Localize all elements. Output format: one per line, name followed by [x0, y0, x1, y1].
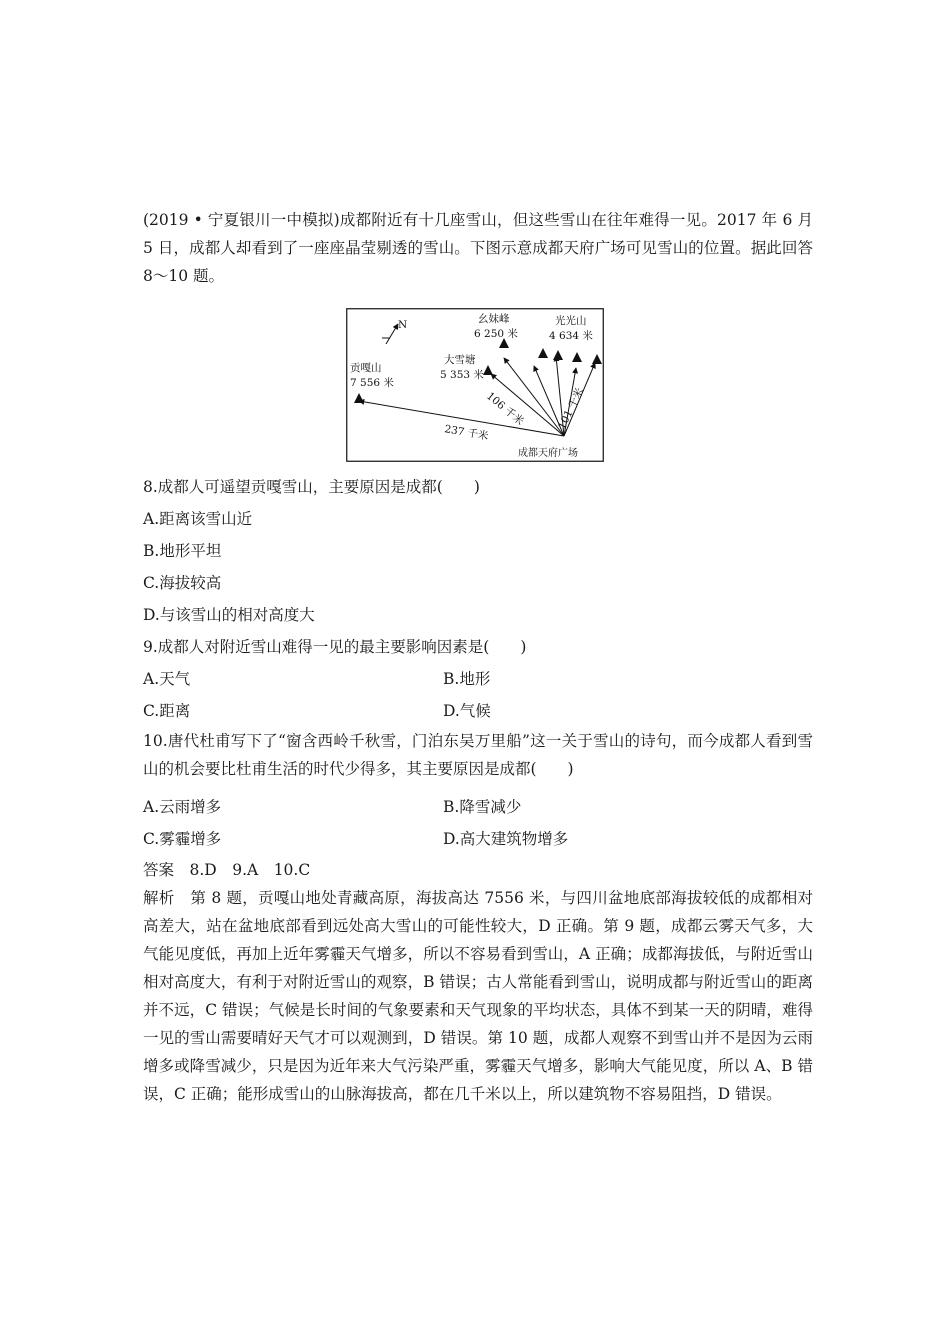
q9-option-b: B.地形: [443, 670, 491, 688]
q8-option-c: C.海拔较高: [143, 574, 222, 592]
daxuetang-altitude: 5 353 米: [440, 369, 484, 381]
gongga-name: 贡嘎山: [350, 362, 382, 374]
tianfu-square-label: 成都天府广场: [518, 448, 578, 459]
q9-stem: 9.成都人对附近雪山难得一见的最主要影响因素是( ): [143, 638, 527, 656]
daxuetang-name: 大雪塘: [444, 354, 476, 366]
answer-line: 答案 8.D 9.A 10.C: [143, 861, 311, 879]
q8-option-b: B.地形平坦: [143, 542, 222, 560]
snow-mountain-map: [346, 308, 604, 462]
analysis-text: 解析 第 8 题，贡嘎山地处青藏高原，海拔高达 7556 米，与四川盆地底部海拔较低的成都相对高差大，站在盆地底部看到远处高大雪山的可能性较大，D 正确。第 9 题，成都云雾天气多，大气能见度低，再加上近年雾霾天气增多，所以不容易看到雪山，A 正确；成都海拔低，与附近雪山相对高度大，有利于对附近雪山的观察，B 错误；古人常能看到雪山，说明成都与附近雪山的距离并不远，C 错误；气候是长时间的气象要素和天气现象的平均状态，具体不到某一天的阴晴，难得一见的雪山需要晴好天气才可以观测到，D 错误。第 10 题，成都人观察不到雪山并不是因为云雨增多或降雪减少，只是因为近年来大气污染严重，雾霾天气增多，影响大气能见度，所以 A、B 错误，C 正确；能形成雪山的山脉海拔高，都在几千米以上，所以建筑物不容易阻挡，D 错误。: [143, 889, 813, 1103]
north-label: N: [398, 319, 408, 331]
q8-stem: 8.成都人可遥望贡嘎雪山，主要原因是成都( ): [143, 478, 480, 496]
q10-option-d: D.高大建筑物增多: [443, 830, 569, 848]
gongga-altitude: 7 556 米: [350, 377, 394, 389]
yaomei-altitude: 6 250 米: [474, 328, 518, 340]
q10-stem: 10.唐代杜甫写下了“窗含西岭千秋雪，门泊东吴万里船”这一关于雪山的诗句，而今成都人看到雪山的机会要比杜甫生活的时代少得多，其主要原因是成都( ): [143, 732, 813, 778]
yaomei-name: 幺妹峰: [478, 313, 510, 325]
distance-237: 237 千米: [443, 423, 490, 443]
q9-option-a: A.天气: [143, 670, 191, 688]
q9-option-c: C.距离: [143, 702, 191, 720]
q10-option-a: A.云雨增多: [143, 798, 222, 816]
guangguang-altitude: 4 634 米: [549, 330, 593, 342]
q10-option-b: B.降雪减少: [443, 798, 522, 816]
q9-option-d: D.气候: [443, 702, 491, 720]
q8-option-d: D.与该雪山的相对高度大: [143, 606, 315, 624]
q10-option-c: C.雾霾增多: [143, 830, 222, 848]
distance-106: 106 千米: [484, 390, 526, 428]
map-svg: [346, 308, 604, 462]
distance-101: 101 千米: [555, 386, 587, 432]
q8-option-a: A.距离该雪山近: [143, 510, 253, 528]
guangguang-name: 光光山: [555, 315, 587, 327]
question-intro: (2019 • 宁夏银川一中模拟)成都附近有十几座雪山，但这些雪山在往年难得一见。2017 年 6 月 5 日，成都人却看到了一座座晶莹剔透的雪山。下图示意成都天府广场可见雪山的位置。据此回答 8～10 题。: [143, 211, 813, 285]
